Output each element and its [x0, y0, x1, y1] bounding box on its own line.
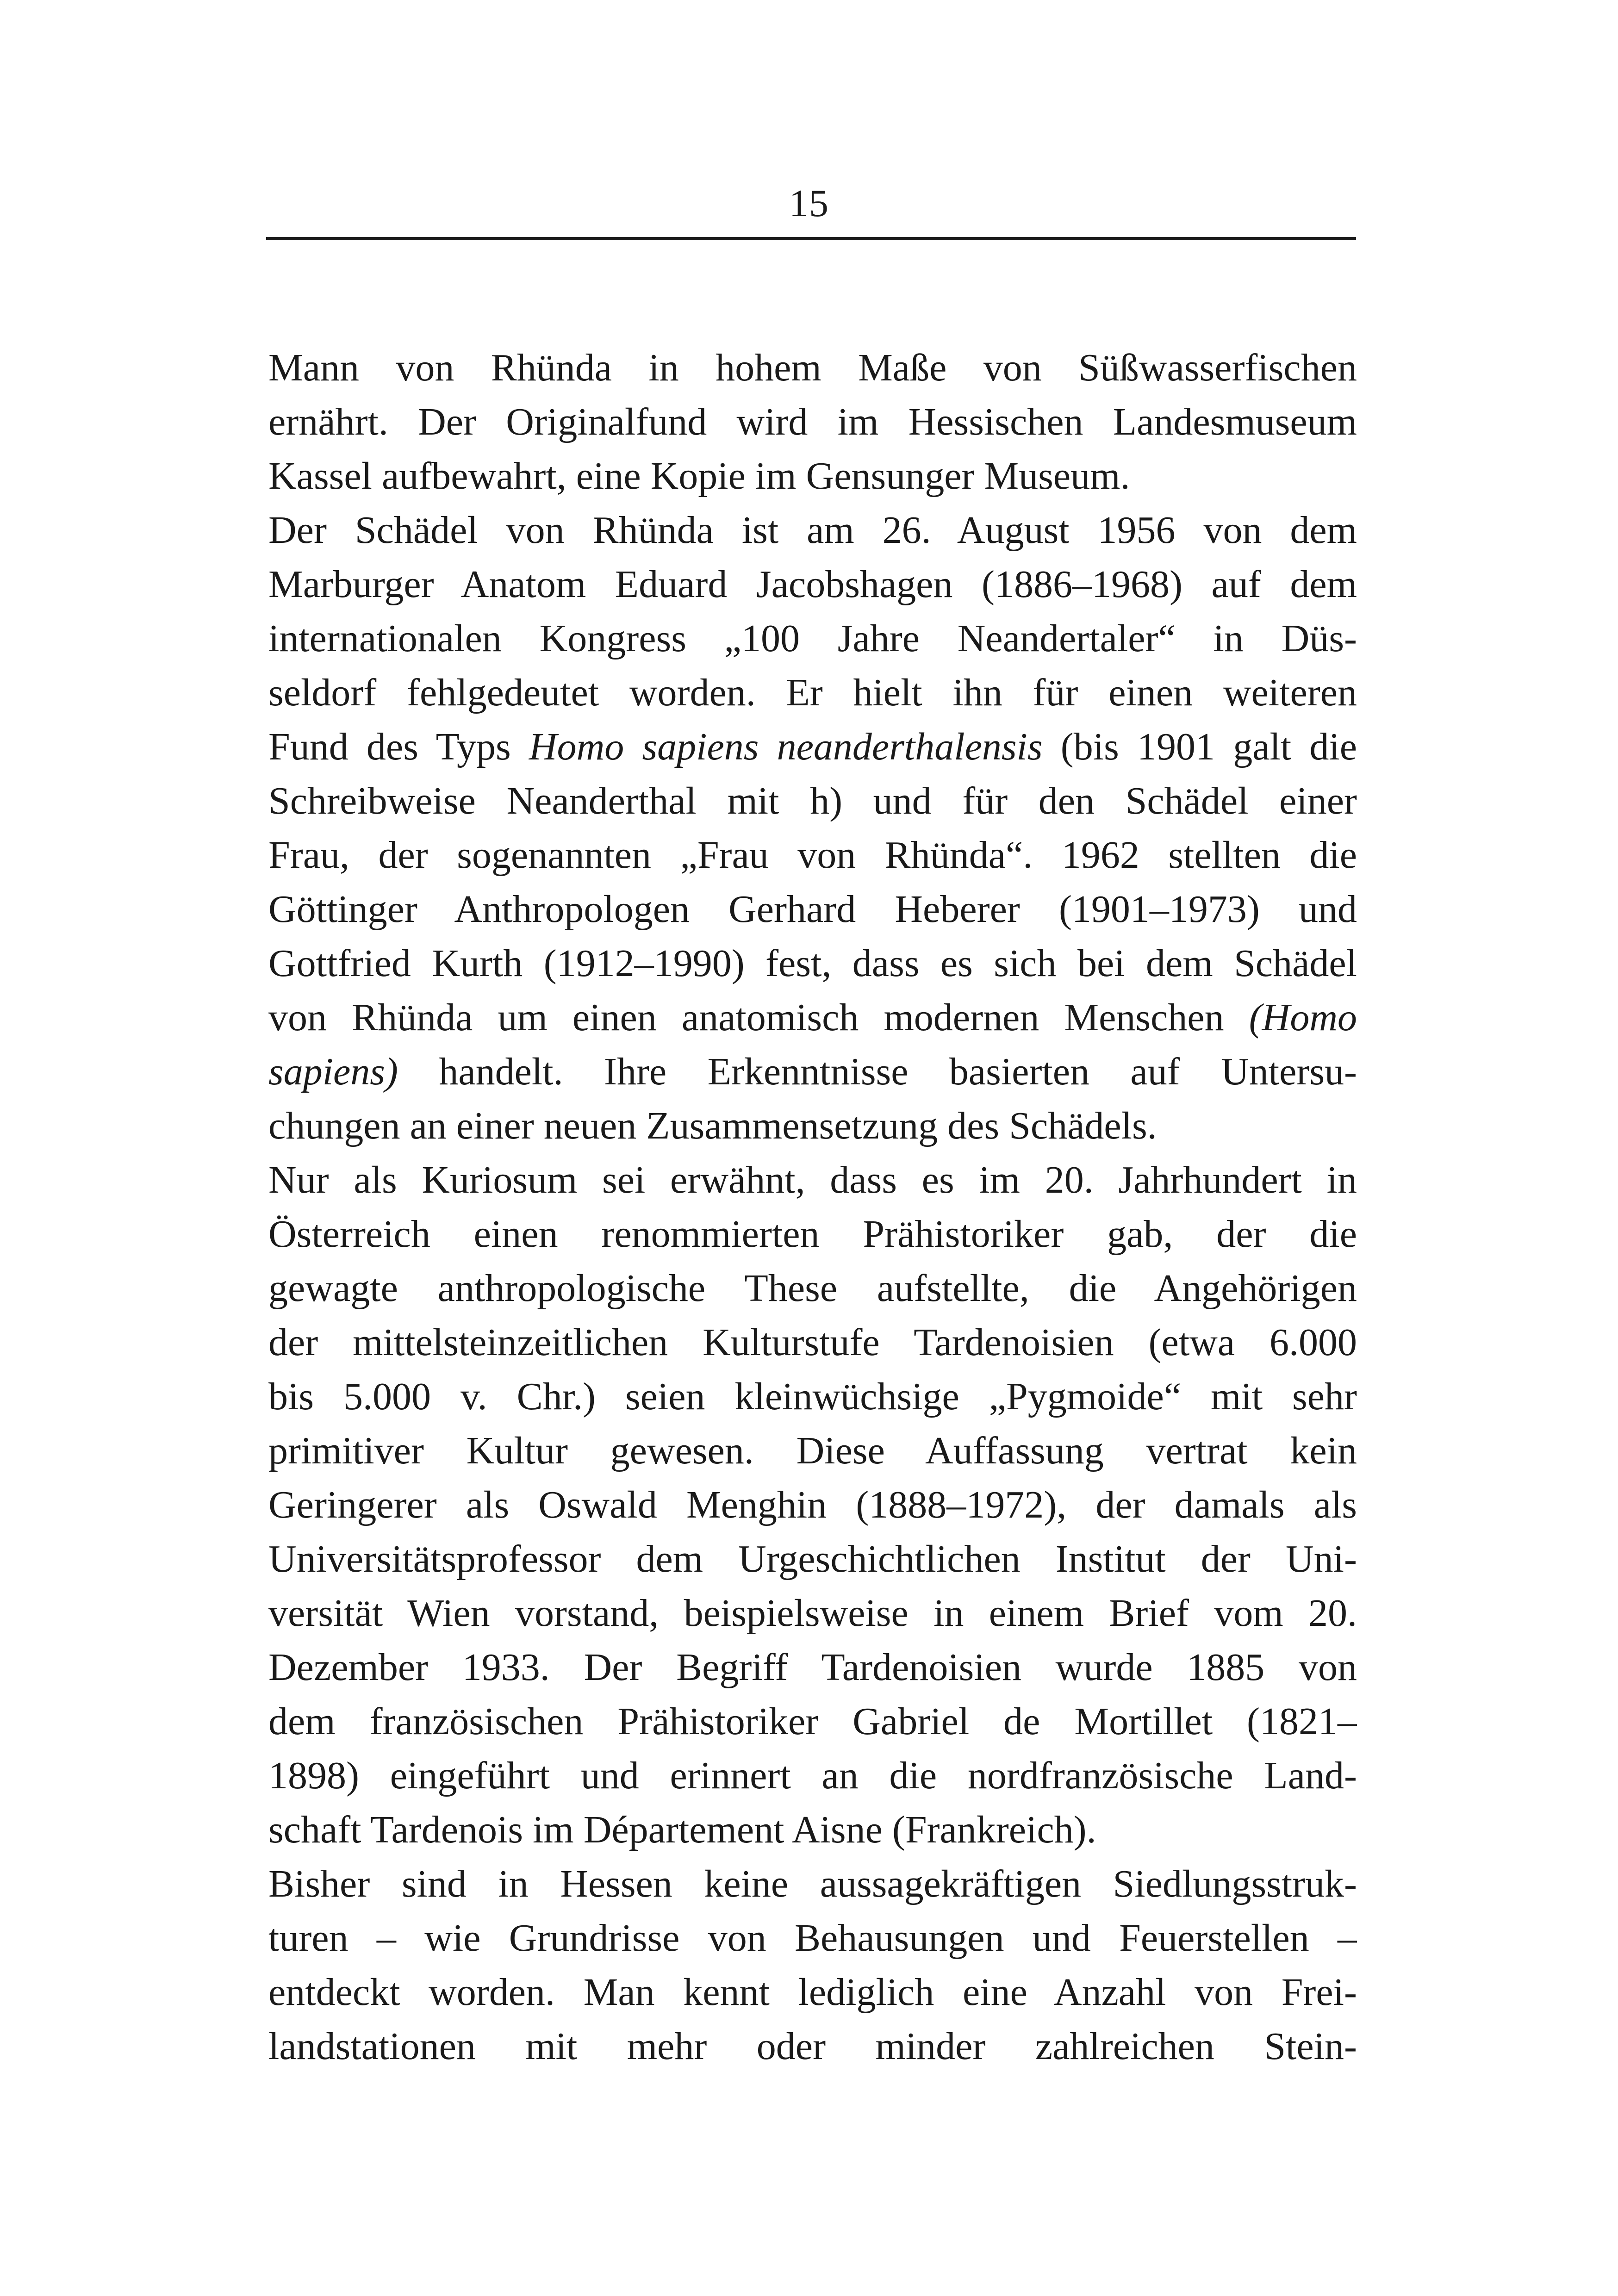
text-line	[268, 990, 1357, 1045]
text-line: Österreich einen renommierten Prähistoriker gab, der die	[268, 1213, 1357, 1256]
text-line: Mann von Rhünda in hohem Maße von Süßwasserfischen	[268, 346, 1357, 389]
italic-species-name: Homo sapiens neanderthalensis	[529, 725, 1043, 768]
text-span: von Rhünda um einen anatomisch modernen Menschen	[268, 996, 1249, 1039]
text-line: Frau, der sogenannten „Frau von Rhünda“. 1962 stellten die	[268, 834, 1357, 877]
text-line: schaft Tardenois im Département Aisne (Frankreich).	[268, 1808, 1096, 1851]
italic-species-name: (Homo	[1249, 996, 1357, 1039]
text-line: entdeckt worden. Man kennt lediglich eine Anzahl von Frei-	[268, 1971, 1357, 2014]
text-line	[268, 720, 1357, 774]
text-line: Kassel aufbewahrt, eine Kopie im Gensunger Museum.	[268, 454, 1130, 498]
text-line: internationalen Kongress „100 Jahre Neandertaler“ in Düs-	[268, 617, 1357, 660]
text-line: seldorf fehlgedeutet worden. Er hielt ihn für einen weiteren	[268, 671, 1357, 714]
text-line: ernährt. Der Originalfund wird im Hessischen Landesmuseum	[268, 400, 1357, 443]
text-span: handelt. Ihre Erkenntnisse basierten auf Untersu-	[398, 1050, 1357, 1093]
italic-species-name: sapiens)	[268, 1050, 398, 1093]
body-text	[268, 341, 1357, 2073]
text-line: der mittelsteinzeitlichen Kulturstufe Tardenoisien (etwa 6.000	[268, 1321, 1357, 1364]
text-line: versität Wien vorstand, beispielsweise in einem Brief vom 20.	[268, 1592, 1357, 1635]
text-line: Marburger Anatom Eduard Jacobshagen (1886–1968) auf dem	[268, 563, 1357, 606]
text-line: Der Schädel von Rhünda ist am 26. August 1956 von dem	[268, 509, 1357, 552]
text-line: chungen an einer neuen Zusammensetzung des Schädels.	[268, 1104, 1157, 1147]
text-line: gewagte anthropologische These aufstellte, die Angehörigen	[268, 1267, 1357, 1310]
text-span: Fund des Typs	[268, 725, 529, 768]
text-line: Universitätsprofessor dem Urgeschichtlichen Institut der Uni-	[268, 1537, 1357, 1580]
text-line: primitiver Kultur gewesen. Diese Auffassung vertrat kein	[268, 1429, 1357, 1472]
text-line: Geringerer als Oswald Menghin (1888–1972), der damals als	[268, 1483, 1357, 1526]
text-line: bis 5.000 v. Chr.) seien kleinwüchsige „Pygmoide“ mit sehr	[268, 1375, 1357, 1418]
text-line: Gottfried Kurth (1912–1990) fest, dass es sich bei dem Schädel	[268, 942, 1357, 985]
text-span: (bis 1901 galt die	[1042, 725, 1357, 768]
text-line: dem französischen Prähistoriker Gabriel de Mortillet (1821–	[268, 1700, 1357, 1743]
header-rule	[266, 237, 1356, 240]
text-line: 1898) eingeführt und erinnert an die nordfranzösische Land-	[268, 1754, 1357, 1797]
page-number: 15	[789, 182, 829, 225]
text-line: Dezember 1933. Der Begriff Tardenoisien wurde 1885 von	[268, 1646, 1357, 1689]
text-line	[268, 1045, 1357, 1099]
text-line: turen – wie Grundrisse von Behausungen und Feuerstellen –	[268, 1916, 1357, 1960]
text-line: Nur als Kuriosum sei erwähnt, dass es im 20. Jahrhundert in	[268, 1158, 1357, 1201]
text-line: Schreibweise Neanderthal mit h) und für den Schädel einer	[268, 779, 1357, 822]
text-line: Göttinger Anthropologen Gerhard Heberer (1901–1973) und	[268, 888, 1357, 931]
text-line: Bisher sind in Hessen keine aussagekräftigen Siedlungsstruk-	[268, 1862, 1357, 1905]
text-line: landstationen mit mehr oder minder zahlreichen Stein-	[268, 2025, 1357, 2068]
